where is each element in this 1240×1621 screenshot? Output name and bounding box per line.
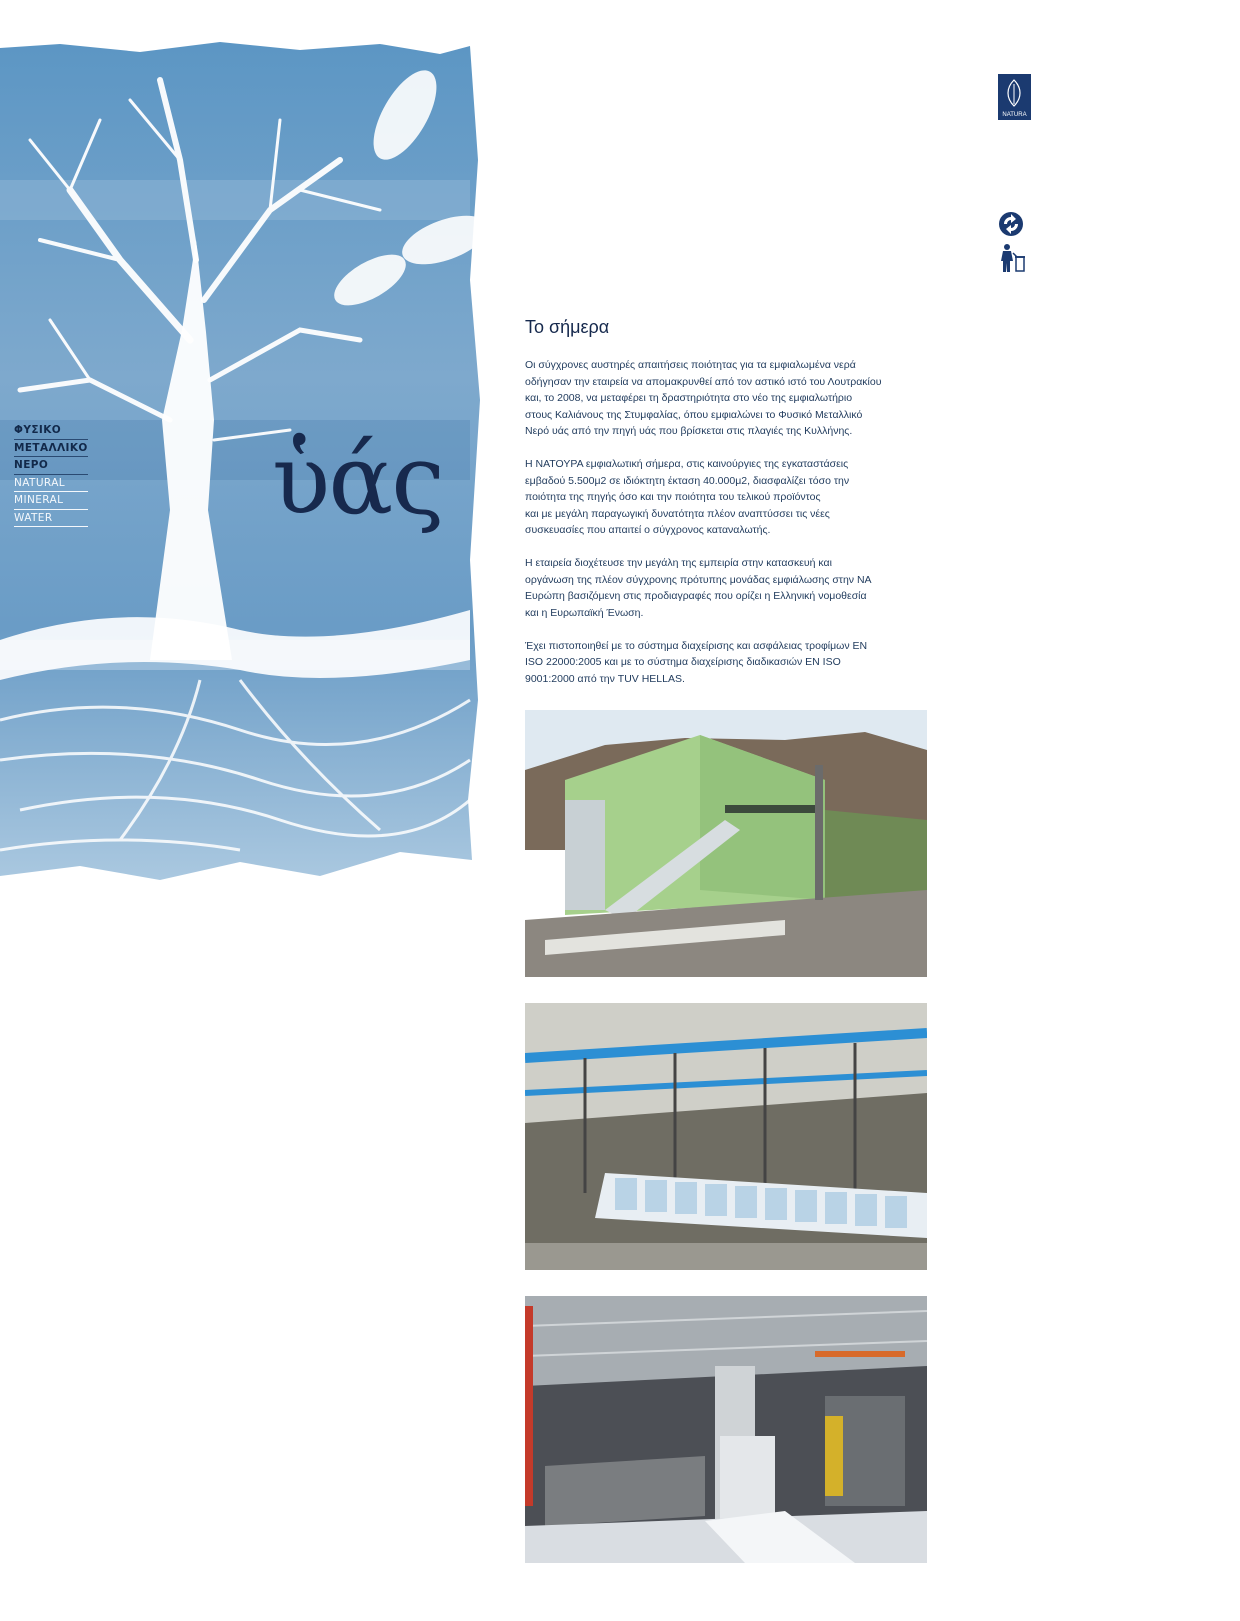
brand-wordmark: ὑάς: [272, 424, 443, 536]
tagline-english-2: MINERAL: [14, 492, 88, 510]
tagline-greek-3: ΝΕΡΟ: [14, 457, 88, 475]
paragraph-2: Η ΝΑΤΟΥΡΑ εμφιαλωτική σήμερα, στις καινούργιες της εγκαταστάσεις εμβαδού 5.500μ2 σε ιδιόκτητη έκταση 40.000μ2, διασφαλίζει τόσο την ποιότητα της πηγής όσο και την ποιότητα του τελικού προϊόντος και με μεγάλη παραγωγική δυνατότητα πλέον αναπτύσσει τις νέες συσκευασίες που απαιτεί ο σύγχρονος καταναλωτής.: [525, 458, 850, 536]
tidyman-bin-icon: [998, 243, 1026, 273]
photo-bottling-line: [525, 1003, 927, 1270]
photo-warehouse-machinery: [525, 1296, 927, 1563]
article-body: [525, 357, 950, 704]
tagline-greek-1: ΦΥΣΙΚΟ: [14, 422, 88, 440]
photo-factory-exterior: [525, 710, 927, 977]
article-title: Το σήμερα: [525, 317, 610, 337]
tagline-english-1: NATURAL: [14, 475, 88, 493]
green-dot-recycle-icon: [998, 211, 1024, 237]
tagline-english-3: WATER: [14, 510, 88, 528]
paragraph-3: Η εταιρεία διοχέτευσε την μεγάλη της εμπειρία στην κατασκευή και οργάνωση της πλέον σύγχρονης πρότυπης μονάδας εμφιάλωσης στην ΝΑ Ευρώπη βασιζόμενη στις προδιαγραφές που ορίζει η Ελληνική νομοθεσία και η Ευρωπαϊκή Ένωση.: [525, 557, 872, 619]
tagline-greek-2: ΜΕΤΑΛΛΙΚΟ: [14, 440, 88, 458]
paragraph-4: Έχει πιστοποιηθεί με το σύστημα διαχείρισης και ασφάλειας τροφίμων EN ISO 22000:2005 και με το σύστημα διαχείρισης διαδικασιών EN ISO 9001:2000 από την TUV HELLAS.: [525, 639, 868, 685]
logo-text: NATURA: [1002, 112, 1027, 118]
tagline: [14, 422, 88, 527]
natura-logo-icon: [998, 74, 1031, 120]
paragraph-1: Οι σύγχρονες αυστηρές απαιτήσεις ποιότητας για τα εμφιαλωμένα νερά οδήγησαν την εταιρεία να απομακρυνθεί από τον αστικό ιστό του Λουτρακίου και, το 2008, να μεταφέρει τη δραστηριότητα στο νέο της εμφιαλωτήριο στους Καλιάνους της Στυμφαλίας, όπου εμφιαλώνει το Φυσικό Μεταλλικό Νερό υάς από την πηγή υάς που βρίσκεται στις πλαγιές της Κυλλήνης.: [525, 359, 882, 437]
